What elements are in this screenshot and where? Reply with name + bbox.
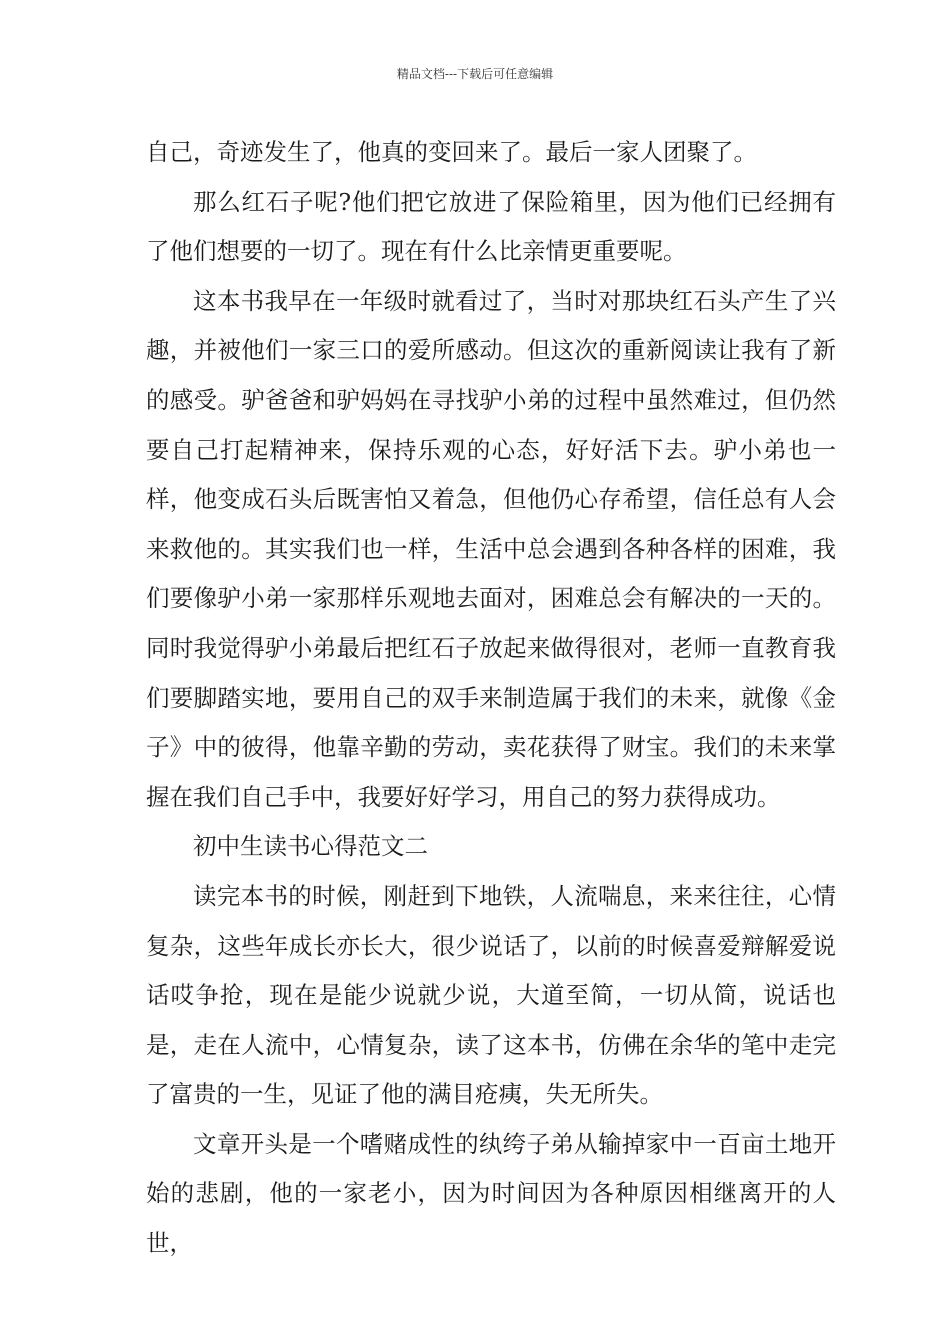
paragraph: 文章开头是一个嗜赌成性的纨绔子弟从输掉家中一百亩土地开始的悲剧，他的一家老小，因为时间因为各种原因相继离开的人世，	[146, 1129, 836, 1258]
paragraph: 读完本书的时候，刚赶到下地铁，人流喘息，来来往往，心情复杂，这些年成长亦长大，很少说话了，以前的时候喜爱辩解爱说话哎争抢，现在是能少说就少说，大道至简，一切从简，说话也是，走在人流中，心情复杂，读了这本书，仿佛在余华的笔中走完了富贵的一生，见证了他的满目疮痍，失无所失。	[146, 881, 836, 1109]
paragraph: 这本书我早在一年级时就看过了，当时对那块红石头产生了兴趣，并被他们一家三口的爱所感动。但这次的重新阅读让我有了新的感受。驴爸爸和驴妈妈在寻找驴小弟的过程中虽然难过，但仍然要自己打起精神来，保持乐观的心态，好好活下去。驴小弟也一样，他变成石头后既害怕又着急，但他仍心存希望，信任总有人会来救他的。其实我们也一样，生活中总会遇到各种各样的困难，我们要像驴小弟一家那样乐观地去面对，困难总会有解决的一天的。同时我觉得驴小弟最后把红石子放起来做得很对，老师一直教育我们要脚踏实地，要用自己的双手来制造属于我们的未来，就像《金子》中的彼得，他靠辛勤的劳动，卖花获得了财宝。我们的未来掌握在我们自己手中，我要好好学习，用自己的努力获得成功。	[146, 286, 836, 811]
paragraph: 那么红石子呢?他们把它放进了保险箱里，因为他们已经拥有了他们想要的一切了。现在有什么比亲情更重要呢。	[146, 187, 836, 266]
page-header: 精品文档---下载后可任意编辑	[396, 67, 554, 81]
paragraph-continued: 自己，奇迹发生了，他真的变回来了。最后一家人团聚了。	[146, 138, 757, 166]
document-body	[146, 128, 836, 1269]
section-heading: 初中生读书心得范文二	[193, 832, 428, 861]
